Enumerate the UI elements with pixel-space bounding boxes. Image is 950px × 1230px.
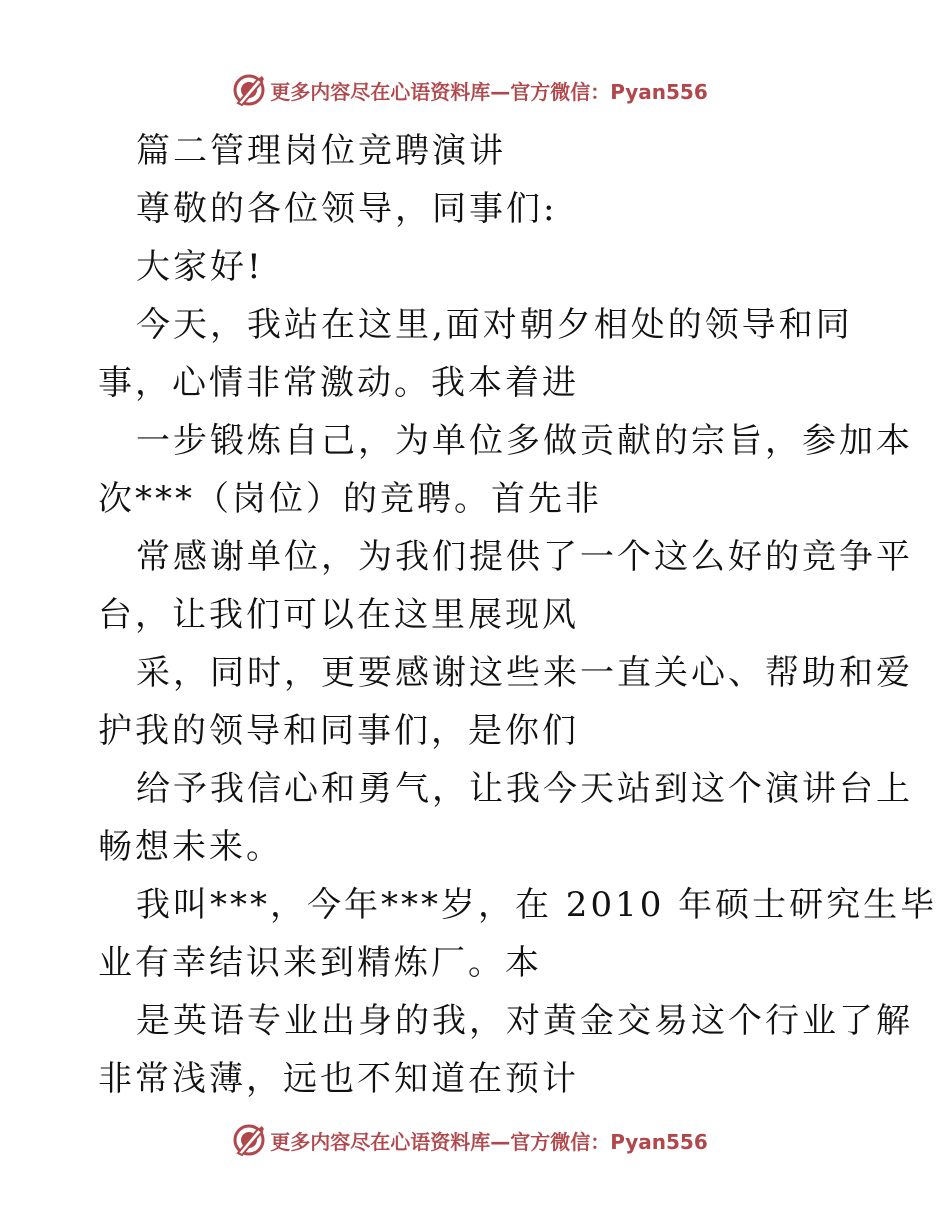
body-line: 业有幸结识来到精炼厂。本 <box>98 943 542 983</box>
footer-banner <box>0 1120 950 1160</box>
header-banner-text: 更多内容尽在心语资料库—官方微信：Pyan556 <box>270 79 708 104</box>
document-body <box>98 122 938 1108</box>
footer-banner-inner <box>232 1123 708 1157</box>
body-line: 今天，我站在这里,面对朝夕相处的领导和同 <box>136 305 853 345</box>
doc-title-line: 篇二管理岗位竞聘演讲 <box>136 131 506 171</box>
body-line: 事，心情非常激动。我本着进 <box>98 363 579 403</box>
body-line: 畅想未来。 <box>98 827 283 867</box>
footer-banner-text: 更多内容尽在心语资料库—官方微信：Pyan556 <box>270 1129 708 1154</box>
body-line: 次***（岗位）的竞聘。首先非 <box>98 479 602 519</box>
body-line: 台，让我们可以在这里展现风 <box>98 595 579 635</box>
pen-logo-icon <box>232 1123 266 1157</box>
body-line: 护我的领导和同事们，是你们 <box>98 711 579 751</box>
salutation-line: 尊敬的各位领导，同事们: <box>136 189 558 229</box>
body-line: 是英语专业出身的我，对黄金交易这个行业了解 <box>136 1001 913 1041</box>
body-line: 一步锻炼自己，为单位多做贡献的宗旨，参加本 <box>136 421 913 461</box>
body-line: 我叫***，今年***岁，在 2010 年硕士研究生毕 <box>136 885 938 925</box>
body-line: 常感谢单位，为我们提供了一个这么好的竞争平 <box>136 537 913 577</box>
greeting-line: 大家好! <box>136 247 264 287</box>
header-banner-inner <box>232 73 708 107</box>
pen-logo-icon <box>232 73 266 107</box>
body-line: 非常浅薄，远也不知道在预计 <box>98 1059 579 1099</box>
body-line: 给予我信心和勇气，让我今天站到这个演讲台上 <box>136 769 913 809</box>
header-banner <box>0 70 950 110</box>
body-line: 采，同时，更要感谢这些来一直关心、帮助和爱 <box>136 653 913 693</box>
